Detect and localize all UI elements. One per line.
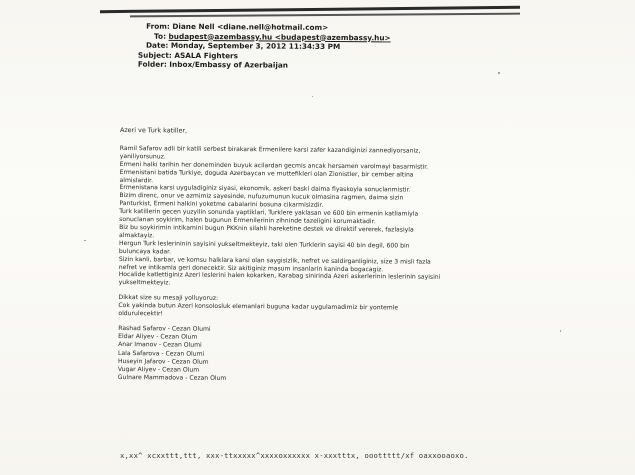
folder-value: Inbox/Embassy of Azerbaijan bbox=[169, 60, 289, 71]
signatory-list bbox=[118, 325, 523, 386]
signatory-name: Eldar Aliyev - Cezan Olum bbox=[118, 333, 198, 341]
signatory-name: Gulnare Mammadova - Cezan Olum bbox=[117, 374, 227, 383]
to-value: budapest@azembassy.hu <budapest@azembassy.hu> bbox=[168, 31, 391, 42]
from-value: Diane Nell <diane.nell@hotmail.com> bbox=[172, 21, 329, 32]
notice-line: oldurulecektir! bbox=[118, 310, 164, 318]
email-header bbox=[137, 21, 526, 73]
body-line: Panturkist, Ermeni halkini yoketme cabalarini bosuna cikarmisizdir. bbox=[119, 200, 324, 210]
email-body bbox=[118, 127, 525, 386]
body-line: Turk katillerin gecen yuzyilin sonunda yaptiklari, Turklere yaklasan ve 600 bin ermenin katliamiyla bbox=[119, 208, 419, 218]
date-label: Date: bbox=[145, 40, 169, 51]
body-line: Biz bu soykirimin intikamini bugun PKKnin silahli hareketine destek ve direktif vererek, fazlasiyla bbox=[119, 223, 414, 234]
to-label: To: bbox=[154, 31, 167, 41]
body-line: Bizim direnc, onur ve azmimiz sayesinde, nufuzumunun kucuk olmasina ragmen, daima sizin bbox=[119, 192, 404, 202]
garbled-footer: x,xx^ xcxxttt,ttt, xxx-ttxxxxx^xxxxoxxxxxx x-xxxtttx, ooottttt/xf oaxxooaoxo. bbox=[120, 451, 469, 460]
body-line: yaniliyorsunuz. bbox=[119, 152, 166, 161]
greeting: Azeri ve Turk katiller, bbox=[119, 126, 188, 135]
folder-label: Folder: bbox=[137, 59, 167, 70]
signatory-name: Vugar Aliyev - Cezan Olum bbox=[117, 365, 200, 374]
body-line: sonuclanan soykirim, halen bugunun Ermenilerinin zihninde tazeligini korumaktadir. bbox=[119, 216, 376, 226]
signatory-name: Rashad Safarov - Cezan Olumi bbox=[118, 324, 211, 333]
body-line: almaktayiz. bbox=[119, 231, 155, 240]
notice-line: Dikkat size su mesaji yolluyoruz: bbox=[118, 294, 219, 303]
body-line: buluncaya kadar. bbox=[118, 247, 172, 256]
body-line: Hocalide katlettiginiz Azeri leslerini halen kokarken, Karabag sinirinda Azeri askerlerinin leslerinin sayisini bbox=[118, 271, 441, 282]
scan-speck bbox=[312, 96, 313, 97]
from-label: From: bbox=[146, 21, 170, 31]
body-line: Hergun Turk leslerininin sayisini yukseltmekteyiz, taki olen Turklerin sayisi 40 bin degil, 600 bin bbox=[118, 239, 410, 250]
signatory-name: Lala Safarova - Cezan Olumi bbox=[117, 349, 205, 358]
date-value: Monday, September 3, 2012 11:34:33 PM bbox=[170, 41, 341, 52]
signatory-name: Anar Imanov - Cezan Olumi bbox=[118, 341, 202, 350]
body-line: Sizin kanli, barbar, ve komsu halklara karsi olan saygisizlik, nefret ve saldirganliginiz, size 3 misli fazla bbox=[118, 255, 431, 266]
body-line: Ramil Safarov adli bir katili serbest birakarak Ermenilere karsi zafer kazandiginizi zannediyorsaniz, bbox=[119, 144, 421, 155]
subject-value: ASALA Fighters bbox=[174, 50, 239, 61]
scan-speck bbox=[498, 72, 500, 74]
body-line: Ermenistana karsi uyguladiginiz siyasi, ekonomik, askeri baski daima fiyaskoyla sonuclanmistir. bbox=[119, 184, 411, 194]
body-line: Ermeni halki tarihin her doneminden buyuk acilardan gecmis ancak hersamen varolmayi basarmistir. bbox=[119, 160, 429, 171]
subject-label: Subject: bbox=[137, 50, 172, 60]
top-rule-secondary bbox=[130, 13, 520, 18]
body-line: Ermenistani batida Turkiye, doguda Azerbaycan ve muttefikleri olan Zionistler, bir cember altina bbox=[119, 168, 414, 179]
signatory-name: Huseyin Jafarov - Cezan Olum bbox=[117, 357, 209, 366]
scan-speck bbox=[560, 330, 561, 332]
body-line: nefret ve intikamla geri donecektir. Siz akitiginiz masum insanlarin kaninda bogacagiz. bbox=[118, 263, 384, 273]
scan-speck bbox=[84, 240, 86, 241]
notice-line: Cok yakinda butun Azeri konsolosluk elemanlari buguna kadar uygulamadimiz bir yontemle bbox=[118, 302, 399, 312]
body-line: yukseltmekteyiz. bbox=[118, 279, 171, 287]
folder-row bbox=[138, 60, 526, 72]
body-line: almislardir. bbox=[119, 176, 154, 184]
